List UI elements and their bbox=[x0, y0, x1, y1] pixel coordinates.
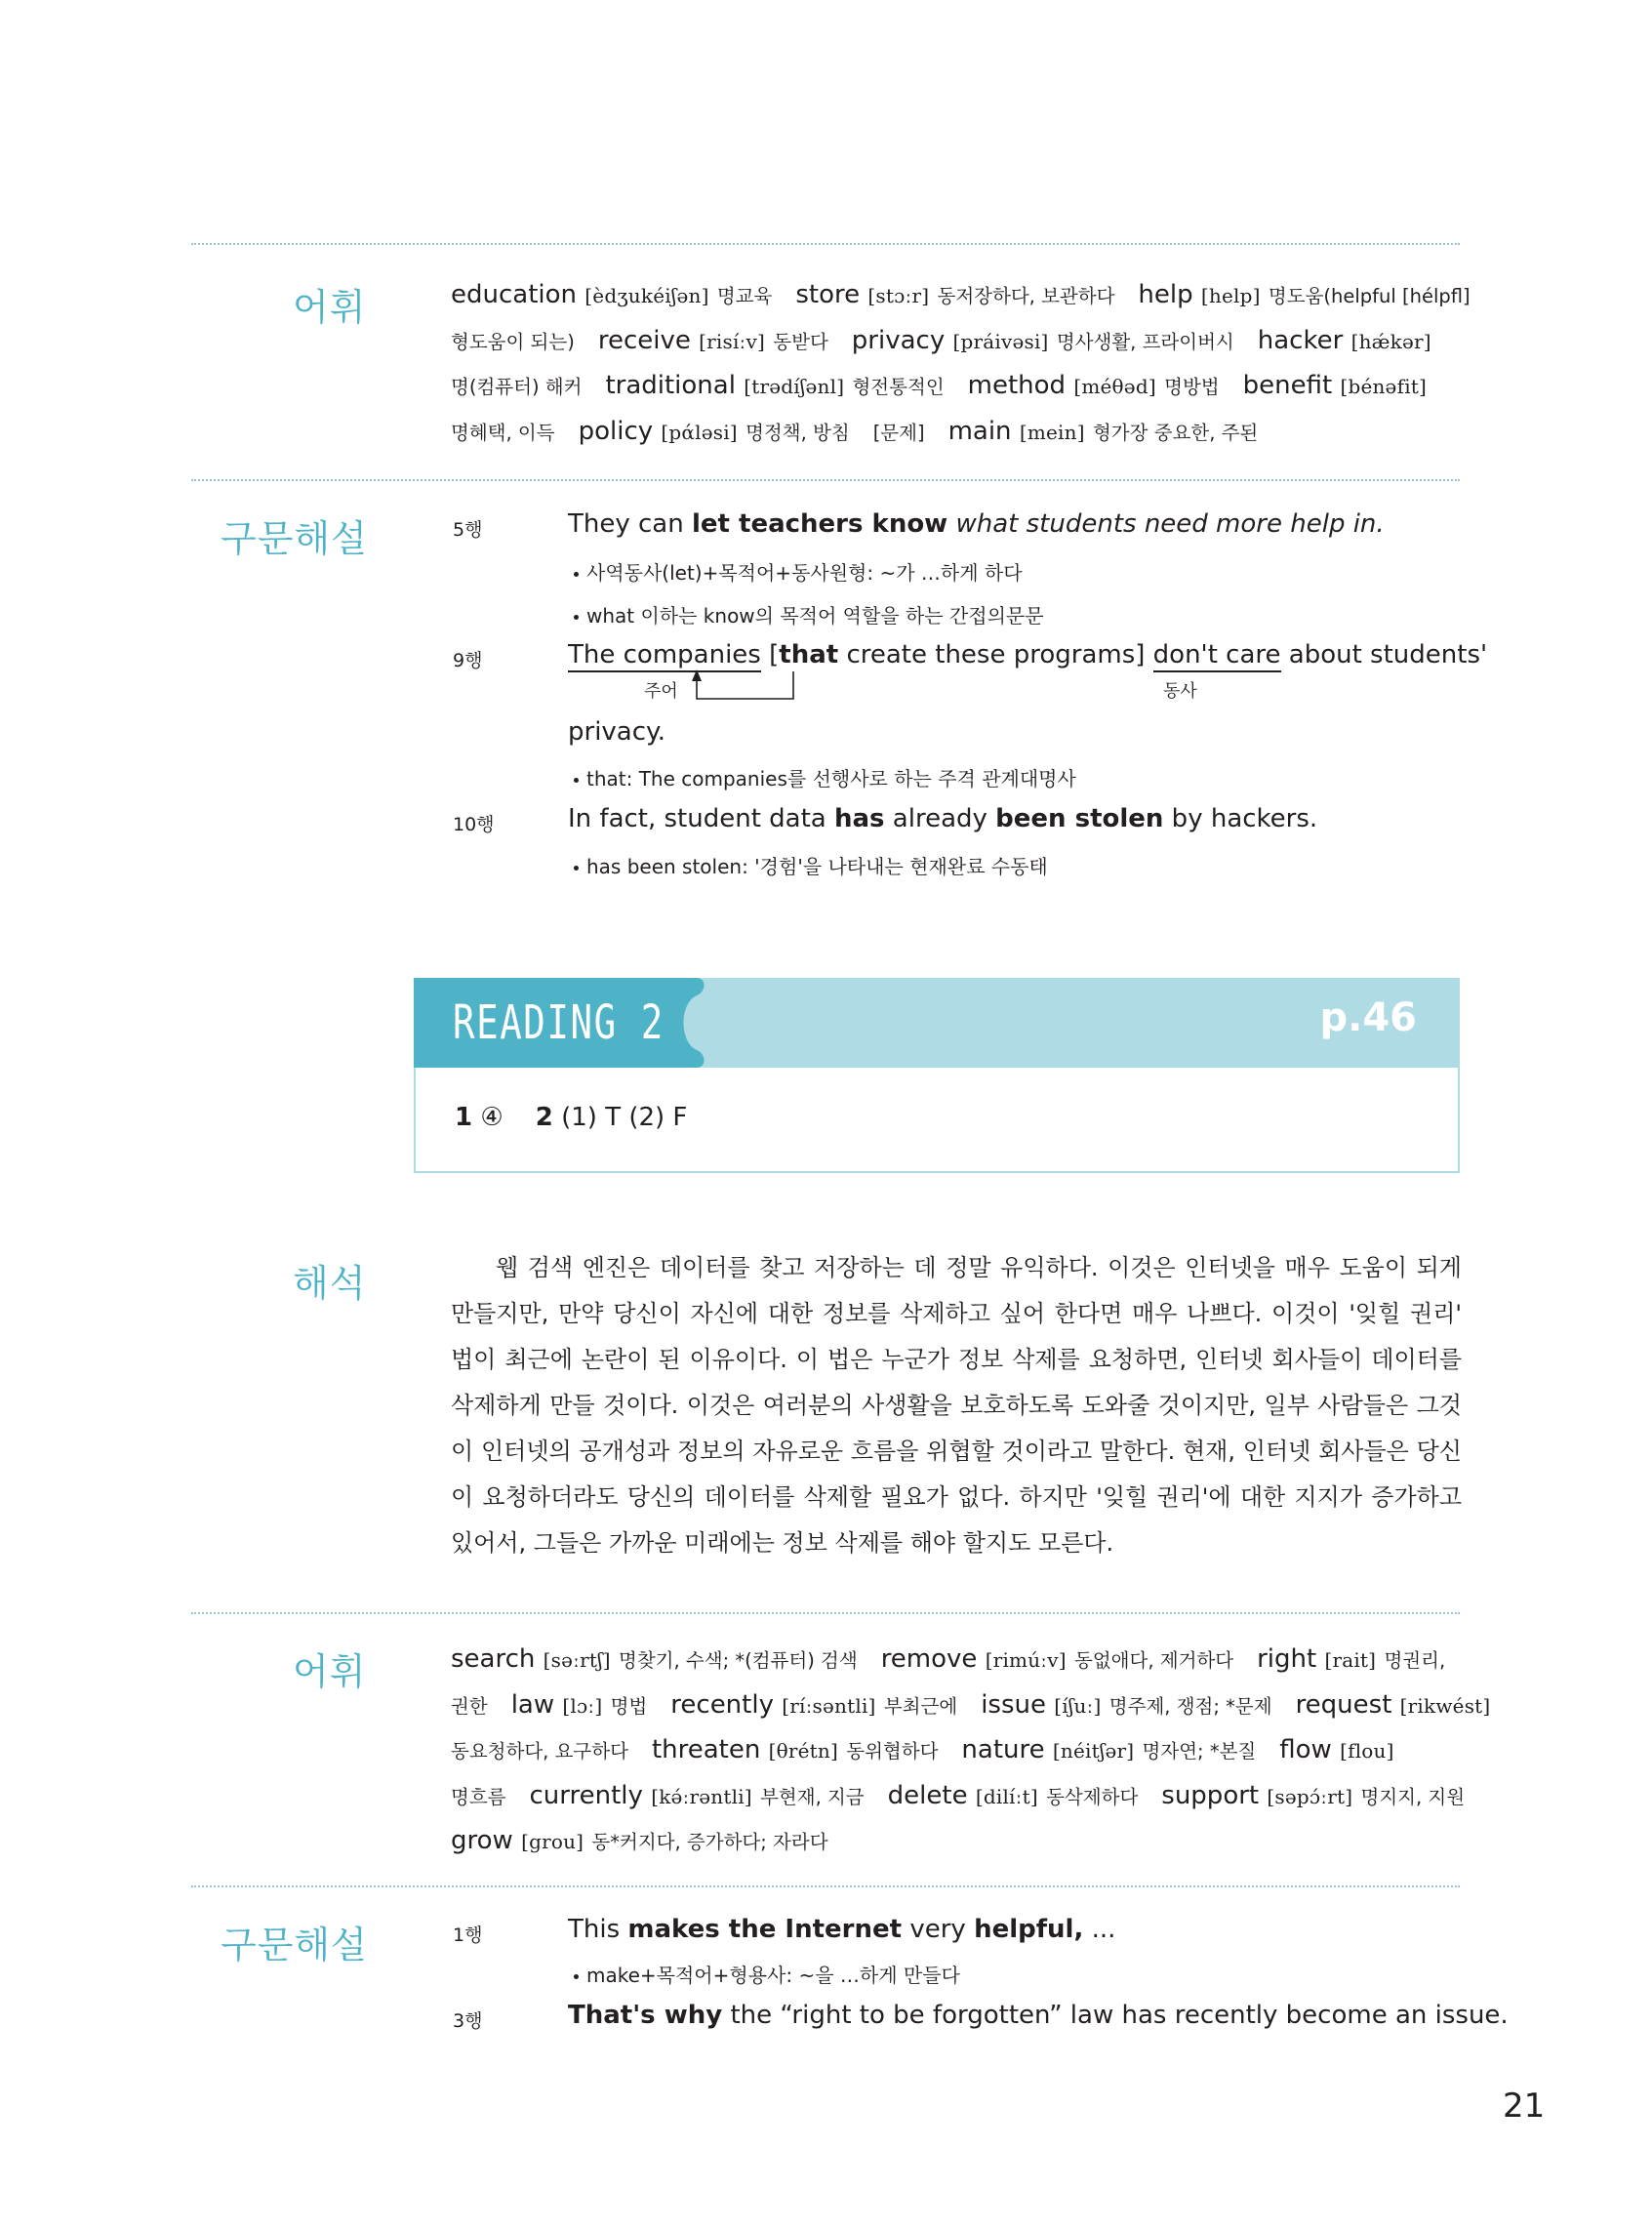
vocab-entry bbox=[451, 417, 555, 446]
vocab-entry bbox=[957, 1690, 1271, 1720]
vocab-meaning: 명흐름 bbox=[451, 1785, 506, 1808]
vocab-phonetic: [bénəfit] bbox=[1340, 375, 1428, 398]
translation-paragraph: 웹 검색 엔진은 데이터를 찾고 저장하는 데 정말 유익하다. 이것은 인터넷을 매우 도움이 되게 만들지만, 만약 당신이 자신에 대한 정보를 삭제하고 싶어 한다면 매우 나쁘다. 이것이 '잊힐 권리' 법이 최근에 논란이 된 이유이다. 이 법은 누군가 정보 삭제를 요청하면, 인터넷 회사들이 데이터를 삭제하게 만들 것이다. 이것은 여러분의 사생활을 보호하도록 도와줄 것이지만, 일부 사람들은 그것이 인터넷의 공개성과 정보의 자유로운 흐름을 위협할 것이라고 말한다. 현재, 인터넷 회사들은 당신이 요청하더라도 당신의 데이터를 삭제할 필요가 없다. 하지만 '잊힐 권리'에 대한 지지가 증가하고 있어서, 그들은 가까운 미래에는 정보 삭제를 해야 할지도 모른다. bbox=[451, 1254, 1462, 1557]
vocab-line bbox=[451, 410, 1466, 456]
vocab-meaning: 형도움이 되는) bbox=[451, 330, 575, 353]
vocab-block-1 bbox=[451, 273, 1471, 455]
vocab-word: law bbox=[510, 1689, 555, 1720]
vocab-entry bbox=[1256, 1735, 1393, 1764]
divider bbox=[191, 1885, 1460, 1887]
vocab-word: traditional bbox=[605, 371, 736, 400]
divider bbox=[191, 1612, 1460, 1614]
vocab-phonetic: [risíːv] bbox=[699, 329, 765, 353]
vocab-word: delete bbox=[887, 1780, 968, 1810]
vocab-phonetic: [mein] bbox=[1019, 420, 1085, 444]
reading-title: READING 2 bbox=[453, 995, 665, 1050]
vocab-meaning: 동*커지다, 증가하다; 자라다 bbox=[591, 1831, 828, 1853]
vocab-phonetic: [stɔːr] bbox=[867, 284, 930, 307]
example-sentence: They can let teachers know what students need more help in. bbox=[568, 509, 1385, 539]
vocab-line bbox=[451, 319, 1466, 365]
vocab-phonetic: [θrétn] bbox=[768, 1739, 838, 1763]
vocab-entry bbox=[772, 280, 1114, 309]
vocab-meaning: 명자연; *본질 bbox=[1142, 1740, 1257, 1763]
vocab-word: benefit bbox=[1242, 371, 1333, 400]
vocab-word: help bbox=[1138, 280, 1193, 309]
vocab-meaning: 동저장하다, 보관하다 bbox=[937, 285, 1115, 307]
relative-clause-arrow bbox=[683, 669, 800, 705]
vocab-entry bbox=[858, 1644, 1233, 1674]
verb-tag: 동사 bbox=[1163, 681, 1197, 702]
vocab-meaning: 명정책, 방침 bbox=[745, 421, 850, 444]
vocab-phonetic: [èdʒukéiʃən] bbox=[584, 284, 709, 307]
vocab-word: recently bbox=[670, 1689, 774, 1720]
vocab-phonetic: [səːrtʃ] bbox=[543, 1648, 611, 1672]
vocab-meaning: 형가장 중요한, 주된 bbox=[1092, 421, 1259, 444]
vocab-entry bbox=[647, 1690, 957, 1720]
reading-page-ref: p.46 bbox=[1319, 995, 1417, 1040]
vocab-meaning: 명주제, 쟁점; *문제 bbox=[1108, 1694, 1272, 1718]
vocab-entry bbox=[850, 417, 925, 446]
vocab-word: issue bbox=[981, 1689, 1046, 1720]
vocab-meaning: 명찾기, 수색; *(컴퓨터) 검색 bbox=[618, 1649, 858, 1672]
vocab-phonetic: [pάləsi] bbox=[661, 420, 738, 444]
divider bbox=[191, 243, 1460, 245]
vocab-meaning: 동요청하다, 요구하다 bbox=[451, 1740, 628, 1763]
line-number: 9행 bbox=[453, 650, 483, 671]
line-number: 10행 bbox=[453, 814, 495, 835]
vocab-meaning: 명(컴퓨터) 해커 bbox=[451, 376, 583, 398]
reading-banner bbox=[414, 978, 1460, 1068]
vocab-entry bbox=[1233, 1644, 1445, 1674]
vocab-meaning: [문제] bbox=[872, 421, 925, 444]
vocab-entry bbox=[451, 326, 575, 355]
page-number: 21 bbox=[1503, 2087, 1546, 2126]
vocab-meaning: 동없애다, 제거하다 bbox=[1074, 1649, 1234, 1672]
vocab-word: flow bbox=[1279, 1735, 1332, 1764]
vocab-phonetic: [dilíːt] bbox=[975, 1784, 1038, 1808]
vocab-entry bbox=[1220, 371, 1427, 400]
vocab-meaning: 명도움(helpful [hélpfl] bbox=[1268, 285, 1471, 307]
answers: 1 ④ 2 (1) T (2) F bbox=[455, 1103, 688, 1132]
vocab-phonetic: [práivəsi] bbox=[952, 329, 1049, 353]
section-label-translation: 해석 bbox=[293, 1262, 367, 1305]
line-number: 5행 bbox=[453, 519, 483, 541]
vocab-word: grow bbox=[451, 1826, 513, 1855]
vocab-entry bbox=[451, 371, 582, 400]
vocab-word: main bbox=[947, 416, 1012, 446]
vocab-meaning: 명법 bbox=[610, 1694, 648, 1718]
vocab-entry bbox=[1272, 1690, 1491, 1720]
vocab-line bbox=[451, 1728, 1466, 1774]
vocab-entry bbox=[1114, 280, 1470, 309]
vocab-line bbox=[451, 1774, 1466, 1820]
vocab-phonetic: [kə́ːrəntli] bbox=[651, 1784, 752, 1808]
grammar-note: that: The companies를 선행사로 하는 주격 관계대명사 bbox=[574, 763, 1076, 791]
vocab-entry bbox=[451, 1644, 858, 1674]
vocab-phonetic: [lɔː] bbox=[562, 1693, 603, 1718]
vocab-phonetic: [help] bbox=[1200, 284, 1261, 307]
vocab-word: method bbox=[967, 371, 1067, 400]
vocab-phonetic: [səpɔ́ːrt] bbox=[1267, 1784, 1353, 1808]
vocab-entry bbox=[938, 1735, 1256, 1764]
vocab-word: hacker bbox=[1257, 325, 1344, 355]
vocab-phonetic: [hǽkər] bbox=[1350, 329, 1431, 353]
vocab-entry bbox=[945, 371, 1220, 400]
grammar-note: make+목적어+형용사: ~을 …하게 만들다 bbox=[574, 1960, 960, 1988]
vocab-word: privacy bbox=[851, 325, 946, 355]
vocab-meaning: 동받다 bbox=[773, 330, 828, 353]
vocab-word: support bbox=[1161, 1780, 1260, 1810]
vocab-phonetic: [rikwést] bbox=[1399, 1693, 1491, 1718]
vocab-meaning: 동삭제하다 bbox=[1046, 1785, 1139, 1808]
divider bbox=[191, 479, 1460, 481]
vocab-word: policy bbox=[578, 416, 654, 446]
vocab-meaning: 명혜택, 이득 bbox=[451, 421, 555, 444]
vocab-entry bbox=[451, 1781, 506, 1810]
vocab-word: remove bbox=[880, 1644, 978, 1674]
grammar-note: has been stolen: '경험'을 나타내는 현재완료 수동태 bbox=[574, 851, 1048, 879]
vocab-phonetic: [flou] bbox=[1340, 1739, 1394, 1763]
vocab-entry bbox=[1234, 326, 1431, 355]
vocab-entry bbox=[828, 326, 1234, 355]
vocab-meaning: 부최근에 bbox=[883, 1694, 958, 1718]
vocab-phonetic: [trədíʃənl] bbox=[744, 375, 845, 398]
vocab-phonetic: [néitʃər] bbox=[1052, 1739, 1135, 1763]
line-number: 3행 bbox=[453, 2010, 483, 2032]
section-label-syntax: 구문해설 bbox=[221, 1924, 368, 1966]
vocab-entry bbox=[451, 1690, 488, 1720]
vocab-entry bbox=[451, 1735, 628, 1764]
vocab-entry bbox=[488, 1690, 648, 1720]
vocab-phonetic: [rimúːv] bbox=[985, 1648, 1067, 1672]
section-label-syntax: 구문해설 bbox=[221, 517, 368, 560]
vocab-word: search bbox=[451, 1644, 536, 1674]
vocab-phonetic: [rait] bbox=[1324, 1648, 1377, 1672]
vocab-line bbox=[451, 364, 1466, 410]
vocab-word: store bbox=[795, 280, 861, 309]
vocab-word: nature bbox=[961, 1735, 1045, 1764]
example-sentence: In fact, student data has already been stolen by hackers. bbox=[568, 804, 1318, 833]
vocab-block-2 bbox=[451, 1638, 1491, 1865]
vocab-entry bbox=[865, 1781, 1139, 1810]
vocab-entry bbox=[575, 326, 828, 355]
vocab-phonetic: [ríːsəntli] bbox=[782, 1693, 876, 1718]
vocab-meaning: 부현재, 지금 bbox=[760, 1785, 865, 1808]
example-sentence: That's why the “right to be forgotten” law has recently become an issue. bbox=[568, 2001, 1509, 2030]
vocab-word: education bbox=[451, 280, 578, 309]
vocab-line bbox=[451, 1683, 1491, 1729]
grammar-note: 사역동사(let)+목적어+동사원형: ~가 …하게 하다 bbox=[574, 557, 1023, 586]
vocab-word: threaten bbox=[651, 1735, 761, 1764]
vocab-entry bbox=[506, 1781, 865, 1810]
vocab-meaning: 명방법 bbox=[1164, 376, 1220, 398]
vocab-word: right bbox=[1257, 1644, 1317, 1674]
section-label-vocab: 어휘 bbox=[293, 1650, 367, 1693]
vocab-meaning: 명사생활, 프라이버시 bbox=[1056, 330, 1234, 353]
vocab-meaning: 동위협하다 bbox=[846, 1740, 939, 1763]
vocab-meaning: 명지지, 지원 bbox=[1360, 1785, 1466, 1808]
section-label-vocab: 어휘 bbox=[293, 286, 367, 329]
vocab-entry bbox=[451, 280, 772, 309]
vocab-entry bbox=[451, 1826, 828, 1855]
vocab-meaning: 명권리, bbox=[1384, 1649, 1446, 1672]
vocab-entry bbox=[628, 1735, 938, 1764]
example-sentence: This makes the Internet very helpful, ... bbox=[568, 1915, 1116, 1944]
subject-tag: 주어 bbox=[644, 681, 678, 702]
example-sentence-continued: privacy. bbox=[568, 717, 665, 747]
vocab-phonetic: [méθəd] bbox=[1073, 375, 1156, 398]
vocab-entry bbox=[1138, 1781, 1465, 1810]
vocab-meaning: 권한 bbox=[451, 1694, 488, 1718]
example-sentence: The companies [that create these programs] don't care about students' bbox=[568, 640, 1487, 669]
vocab-meaning: 명교육 bbox=[716, 285, 773, 307]
vocab-line bbox=[451, 273, 1471, 319]
vocab-entry bbox=[925, 417, 1259, 446]
vocab-word: currently bbox=[529, 1780, 643, 1810]
vocab-word: receive bbox=[597, 325, 691, 355]
grammar-note: what 이하는 know의 목적어 역할을 하는 간접의문문 bbox=[574, 600, 1044, 628]
vocab-line bbox=[451, 1638, 1466, 1683]
vocab-meaning: 형전통적인 bbox=[852, 376, 945, 398]
vocab-entry bbox=[555, 417, 850, 446]
vocab-word: request bbox=[1295, 1689, 1392, 1720]
vocab-phonetic: [íʃuː] bbox=[1054, 1693, 1102, 1718]
answer-box bbox=[414, 1068, 1460, 1173]
vocab-line bbox=[451, 1819, 1466, 1865]
line-number: 1행 bbox=[453, 1925, 483, 1946]
vocab-phonetic: [grou] bbox=[521, 1830, 584, 1853]
vocab-entry bbox=[582, 371, 944, 400]
